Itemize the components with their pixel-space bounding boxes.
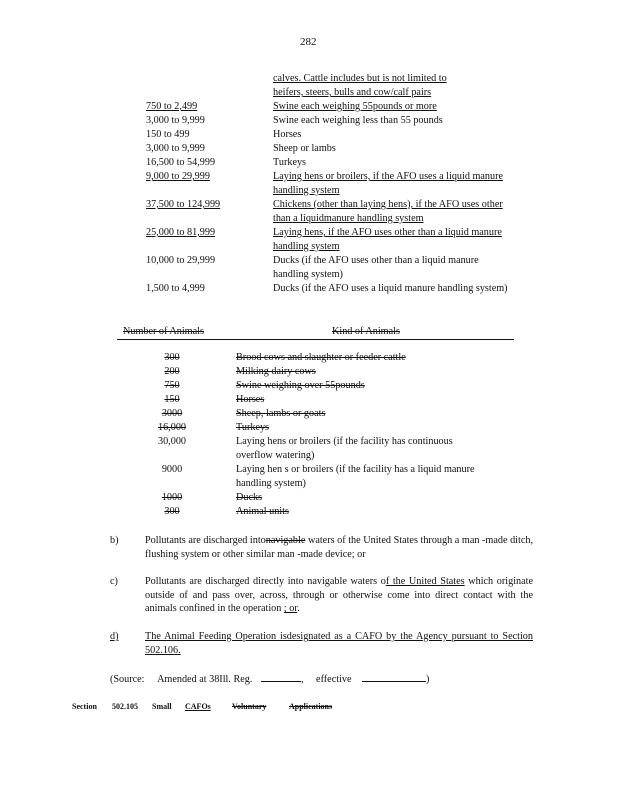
source-note <box>110 671 429 687</box>
continuation-line-1: calves. Cattle includes but is not limited to <box>273 73 447 84</box>
animal-kind: Ducks (if the AFO uses other than a liquid manure handling system) <box>273 255 479 280</box>
paragraph-d-letter: d) <box>110 631 119 642</box>
paragraph-b-struck: navigable <box>265 535 306 546</box>
animal-count: 1000 <box>161 492 183 503</box>
animal-kind: Sheep, lambs or goats <box>236 408 326 419</box>
animal-kind: Swine weighing over 55pounds <box>236 380 365 391</box>
source-label: (Source: <box>110 674 145 685</box>
paragraph-c-text-before: Pollutants are discharged directly into navigable waters o <box>145 576 386 587</box>
animal-count: 16,500 to 54,999 <box>146 157 216 168</box>
animal-count: 37,500 to 124,999 <box>146 199 221 210</box>
paragraph-b-letter: b) <box>110 535 119 546</box>
animal-count: 200 <box>164 366 180 377</box>
source-close: ) <box>426 674 430 685</box>
animal-kind: Turkeys <box>273 157 307 168</box>
animal-kind: Brood cows and slaughter or feeder cattle <box>236 352 406 363</box>
animal-kind: Ducks <box>236 492 263 503</box>
footer-voluntary: Voluntary <box>232 702 267 711</box>
paragraph-c-underlined: f the United States <box>385 576 465 587</box>
animal-kind: Laying hens, if the AFO uses other than a liquid manure handling system <box>273 227 502 252</box>
animal-kind: Laying hens or broilers (if the facility has continuous overflow watering) <box>236 436 453 461</box>
animal-kind: Laying hens or broilers, if the AFO uses a liquid manure handling system <box>273 171 504 196</box>
header-rule <box>117 339 514 340</box>
source-comma: , <box>300 674 304 685</box>
animal-kind: Horses <box>273 129 302 140</box>
header-kind-of-animals: Kind of Animals <box>332 326 400 337</box>
animal-count: 300 <box>164 506 180 517</box>
animal-kind: Turkeys <box>236 422 270 433</box>
page-number: 282 <box>300 36 317 48</box>
paragraph-c-text-after: which originate outside of and pass over, across, through or otherwise come into direct contact with the animals confined in the operation <box>145 576 533 615</box>
paragraph-c-letter: c) <box>110 576 118 587</box>
animal-count: 150 to 499 <box>146 129 190 140</box>
footer-applications: Applications <box>289 702 333 711</box>
paragraph-b <box>145 534 533 561</box>
animal-kind: Chickens (other than laying hens), if the AFO uses other than a liquidmanure handling system <box>273 199 503 224</box>
footer-cafos: CAFOs <box>185 702 211 711</box>
animal-count: 750 <box>164 380 180 391</box>
animal-kind: Animal units <box>236 506 289 517</box>
animal-count: 10,000 to 29,999 <box>146 255 216 266</box>
animal-kind: Ducks (if the AFO uses a liquid manure handling system) <box>273 283 508 294</box>
effective-date-blank <box>362 671 426 682</box>
animal-count: 750 to 2,499 <box>146 101 198 112</box>
animal-kind: Laying hen s or broilers (if the facility has a liquid manure handling system) <box>236 464 475 489</box>
animal-count: 9,000 to 29,999 <box>146 171 210 182</box>
source-effective: effective <box>316 674 352 685</box>
paragraph-c-end: . <box>297 603 300 615</box>
animal-count: 300 <box>164 352 180 363</box>
footer-section-number: 502.105 <box>112 702 138 711</box>
animal-count: 3,000 to 9,999 <box>146 143 205 154</box>
paragraph-d: The Animal Feeding Operation isdesignated as a CAFO by the Agency pursuant to Section 502.106. <box>145 631 533 656</box>
paragraph-b-text-before: Pollutants are discharged into <box>145 535 266 546</box>
animal-kind: Sheep or lambs <box>273 143 336 154</box>
animal-count: 3,000 to 9,999 <box>146 115 205 126</box>
animal-kind: Swine each weighing less than 55 pounds <box>273 115 443 126</box>
register-volume-blank <box>261 671 301 682</box>
header-number-of-animals: Number of Animals <box>123 326 204 337</box>
animal-count: 3000 <box>161 408 183 419</box>
paragraph-c-end-underlined: ; or <box>283 603 298 615</box>
continuation-line-2: heifers, steers, bulls and cow/calf pairs <box>273 87 432 98</box>
animal-count: 16,000 <box>157 422 186 433</box>
paragraph-c <box>145 575 533 616</box>
footer-small: Small <box>152 702 172 711</box>
animal-count: 150 <box>164 394 180 405</box>
animal-count: 9000 <box>161 464 183 475</box>
animal-count: 25,000 to 81,999 <box>146 227 216 238</box>
animal-count: 30,000 <box>157 436 186 447</box>
source-amended: Amended at 38Ill. Reg. <box>157 674 253 685</box>
animal-count: 1,500 to 4,999 <box>146 283 205 294</box>
footer-section: Section <box>72 702 97 711</box>
animal-kind: Swine each weighing 55pounds or more <box>273 101 437 112</box>
paragraph-b-text-after: waters of the United States through a man -made ditch, flushing system or other similar man -made device; or <box>145 535 533 560</box>
animal-kind: Horses <box>236 394 265 405</box>
animal-kind: Milking dairy cows <box>236 366 316 377</box>
